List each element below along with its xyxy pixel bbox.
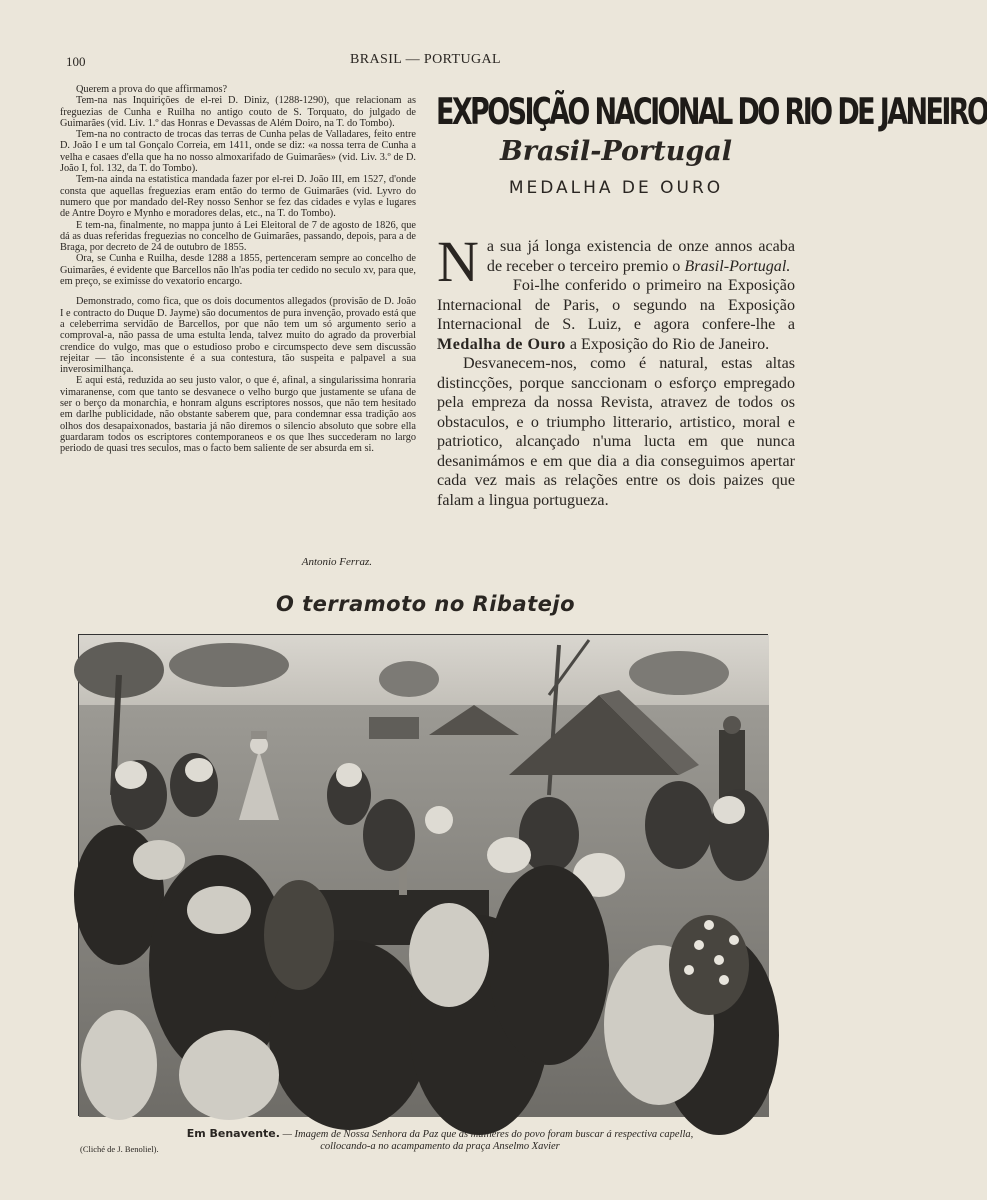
exposition-title: EXPOSIÇÃO NACIONAL DO RIO DE JANEIRO [436, 91, 987, 134]
brand-mention: Brasil-Portugal. [684, 257, 791, 275]
photo-illustration [79, 635, 769, 1117]
right-paragraph [437, 276, 795, 354]
right-paragraph [437, 229, 795, 294]
caption-lead: Em Benavente. [186, 1127, 280, 1140]
gold-medal-mention: Medalha de Ouro [437, 335, 566, 353]
right-paragraph: Desvanecem-nos, como é natural, estas altas distincções, porque sanccionam o esforço empregado pela empreza da nossa Revista, atravez de todos os obstaculos, e o triumpho litterario, artistico, moral e patriotico, alcançado n'uma lucta em que nunca desanimámos e em que dia a dia conseguimos apertar cada vez mais as relações entre os dois paizes que falam a lingua portugueza. [437, 355, 795, 509]
left-paragraph: Ora, se Cunha e Ruilha, desde 1288 a 1855, pertenceram sempre ao concelho de Guimarães, é evidente que Barcellos não lh'as podia ter cedido no seculo xv, para que, em preço, se eximisse do vexatorio encargo. [60, 253, 416, 288]
left-paragraph: Tem-na no contracto de trocas das terras de Cunha pelas de Valladares, feito entre D. João I e um tal Gonçalo Correia, em 1411, onde se diz: «a nossa terra de Cunha a velha e casaes d'ella que ha no nosso almoxarifado de Guimarães» (vid. Liv. 3.º de D. João I, fol. 132, da T. do Tombo). [60, 129, 416, 175]
section-title: O terramoto no Ribatejo [275, 592, 576, 616]
left-paragraph: Tem-na ainda na estatistica mandada fazer por el-rei D. João III, em 1527, d'onde consta que aquellas freguezias eram então do termo de Guimarães (vid. Lyvro do numero que por mandado del-Rey nosso Senhor se fez das cidades e vylas e lugares de Antre Doyro e Mynho e moradores delas, etc., na T. do Tombo). [60, 174, 416, 220]
left-paragraph: E aqui está, reduzida ao seu justo valor, o que é, afinal, a singularissima honraria vimaranense, com que tanto se desvanece o velho burgo que justamente se ufana de ser o berço da monarchia, e honram alguns escriptores nossos, que não tem hesitado em darlhe publicidade, não obstante saberem que, para condemnar essa tradição aos olhos dos desapaixonados, bastaria já não diremos o silencio absoluto que sobre ella guardaram todos os escriptores contemporaneos e os que lhes succederam no largo periodo de quasi tres seculos, mas o facto bem saliente de ser absurda em si. [60, 375, 416, 455]
right-article [437, 229, 795, 510]
running-title: BRASIL — PORTUGAL [350, 52, 501, 67]
left-paragraph: E tem-na, finalmente, no mappa junto á Lei Eleitoral de 7 de agosto de 1826, que dá as duas referidas freguezias no concelho de Guimarães, passando, depois, para a de Braga, por decreto de 24 de outubro de 1855. [60, 219, 416, 254]
right-paragraph-text: a sua já longa existencia de onze annos acaba de receber o terceiro premio o [486, 238, 795, 275]
left-paragraph: Querem a prova do que affirmamos? [76, 84, 228, 95]
caption-text: — Imagem de Nossa Senhora da Paz que as mulheres do povo foram buscar á respectiva capella, collocando-a no acampamento da praça Anselmo Xavier [282, 1129, 694, 1152]
left-paragraph: Demonstrado, como fica, que os dois documentos allegados (provisão de D. João I e contracto do Duque D. Jayme) são documentos de pura invenção, provado está que a celeberrima servidão de Barcellos, por que não tem um só argumento serio a comproval-a, não passa de uma estulta lenda, talvez muito do agrado da proverbial crendice do vulgo, mas que o estudioso probo e circumspecto deve sem discussão rejeitar — tão inconsistente é a sua contestura, tão suspeita e palpavel a sua inverosimilhança. [60, 296, 416, 376]
photo-credit: (Cliché de J. Benoliel). [80, 1144, 159, 1154]
brand-title: Brasil-Portugal [499, 136, 732, 167]
left-article [60, 84, 416, 455]
right-paragraph-text: Foi-lhe conferido o primeiro na Exposição Internacional de Paris, o segundo na Exposição Internacional de S. Luiz, e agora confere-lhe a [437, 277, 795, 333]
right-paragraph-text: a Exposição do Rio de Janeiro. [569, 335, 770, 353]
drop-cap: N [437, 229, 479, 294]
earthquake-photograph [78, 634, 768, 1116]
author-signature: Antonio Ferraz. [301, 556, 372, 568]
photo-caption [180, 1128, 700, 1153]
page-number: 100 [66, 54, 86, 69]
left-paragraph: Tem-na nas Inquirições de el-rei D. Diniz, (1288-1290), que relacionam as freguezias de Cunha e Ruilha no antigo couto de S. Torquato, do julgado de Guimarães (vid. Liv. 1.º das Honras e Devassas de Além Doiro, na T. do Tombo). [60, 95, 416, 129]
medal-subtitle: MEDALHA DE OURO [508, 178, 724, 198]
